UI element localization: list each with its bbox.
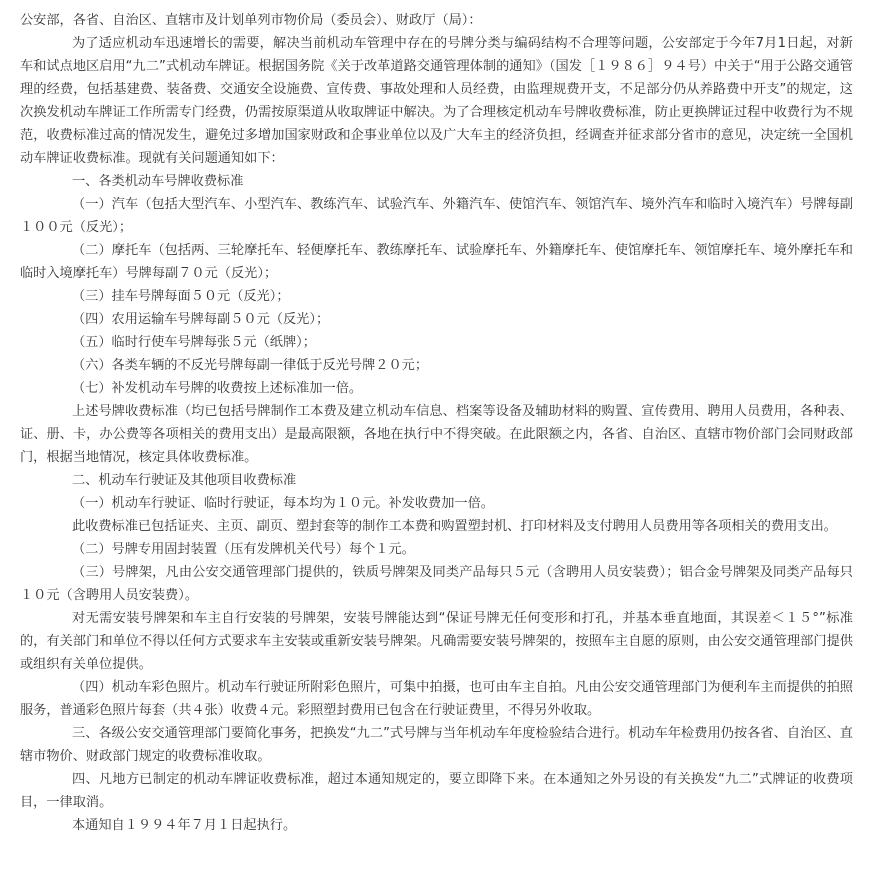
salutation: 公安部，各省、自治区、直辖市及计划单列市物价局（委员会）、财政厅（局）： bbox=[20, 13, 482, 28]
list-item: （六）各类车辆的不反光号牌每副一律低于反光号牌２０元； bbox=[72, 358, 429, 373]
section-heading-1: 一、各类机动车号牌收费标准 bbox=[72, 174, 244, 189]
effective-date: 本通知自１９９４年７月１日起执行。 bbox=[72, 818, 297, 833]
list-item: （一）机动车行驶证、临时行驶证，每本均为１０元。补发收费加一倍。 bbox=[72, 496, 494, 511]
paragraph-intro: 为了适应机动车迅速增长的需要，解决当前机动车管理中存在的号牌分类与编码结构不合理等问题，公安部定于今年7月1日起，对新车和试点地区启用“九二”式机动车牌证。根据国务院《关于改革道路交通管理体制的通知》（国发［１９８６］９４号）中关于“用于公路交通管理的经费，包括基建费、装备费、交通安全设施费、宣传费、事故处理和人员经费，由监理规费开支，不足部分仍从养路费中开支”的规定，这次换发机动车牌证工作所需专门经费，仍需按原渠道从收取牌证中解决。为了合理核定机动车号牌收费标准，防止更换牌证过程中收费行为不规范，收费标准过高的情况发生，避免过多增加国家财政和企事业单位以及广大车主的经济负担，经调查并征求部分省市的意见，决定统一全国机动车牌证收费标准。现就有关问题通知如下： bbox=[20, 36, 853, 166]
list-item: （五）临时行使车号牌每张５元（纸牌）； bbox=[72, 335, 316, 350]
list-item: （二）摩托车（包括两、三轮摩托车、轻便摩托车、教练摩托车、试验摩托车、外籍摩托车、使馆摩托车、领馆摩托车、境外摩托车和临时入境摩托车）号牌每副７０元（反光）； bbox=[20, 243, 853, 281]
list-item: （二）号牌专用固封装置（压有发牌机关代号）每个１元。 bbox=[72, 542, 415, 557]
paragraph: 对无需安装号牌架和车主自行安装的号牌架，安装号牌能达到“保证号牌无任何变形和打孔，并基本垂直地面，其误差＜１５°”标准的，有关部门和单位不得以任何方式要求车主安装或重新安装号牌架。凡确需要安装号牌架的，按照车主自愿的原则，由公安交通管理部门提供或组织有关单位提供。 bbox=[20, 611, 853, 672]
list-item: （四）农用运输车号牌每副５０元（反光）； bbox=[72, 312, 330, 327]
list-item: （三）挂车号牌每面５０元（反光）； bbox=[72, 289, 290, 304]
list-item: （七）补发机动车号牌的收费按上述标准加一倍。 bbox=[72, 381, 363, 396]
section-heading-3: 三、各级公安交通管理部门要简化事务，把换发“九二”式号牌与当年机动车年度检验结合进行。机动车年检费用仍按各省、自治区、直辖市物价、财政部门规定的收费标准收取。 bbox=[20, 726, 853, 764]
section-heading-2: 二、机动车行驶证及其他项目收费标准 bbox=[72, 473, 297, 488]
list-item: （四）机动车彩色照片。机动车行驶证所附彩色照片，可集中拍摄，也可由车主自拍。凡由公安交通管理部门为便利车主而提供的拍照服务，普通彩色照片每套（共４张）收费４元。彩照塑封费用已包含在行驶证费里，不得另外收取。 bbox=[20, 680, 853, 718]
list-item: （三）号牌架，凡由公安交通管理部门提供的，铁质号牌架及同类产品每只５元（含聘用人员安装费）；铝合金号牌架及同类产品每只１０元（含聘用人员安装费）。 bbox=[20, 565, 853, 603]
paragraph: 此收费标准已包括证夹、主页、副页、塑封套等的制作工本费和购置塑封机、打印材料及支付聘用人员费用等各项相关的费用支出。 bbox=[72, 519, 837, 534]
list-item: （一）汽车（包括大型汽车、小型汽车、教练汽车、试验汽车、外籍汽车、使馆汽车、领馆汽车、境外汽车和临时入境汽车）号牌每副１００元（反光）； bbox=[20, 197, 853, 235]
paragraph: 上述号牌收费标准（均已包括号牌制作工本费及建立机动车信息、档案等设备及辅助材料的购置、宣传费用、聘用人员费用，各种表、证、册、卡，办公费等各项相关的费用支出）是最高限额，各地在执行中不得突破。在此限额之内，各省、自治区、直辖市物价部门会同财政部门，根据当地情况，核定具体收费标准。 bbox=[20, 404, 853, 465]
section-heading-4: 四、凡地方已制定的机动车牌证收费标准，超过本通知规定的，要立即降下来。在本通知之外另设的有关换发“九二”式牌证的收费项目，一律取消。 bbox=[20, 772, 853, 810]
